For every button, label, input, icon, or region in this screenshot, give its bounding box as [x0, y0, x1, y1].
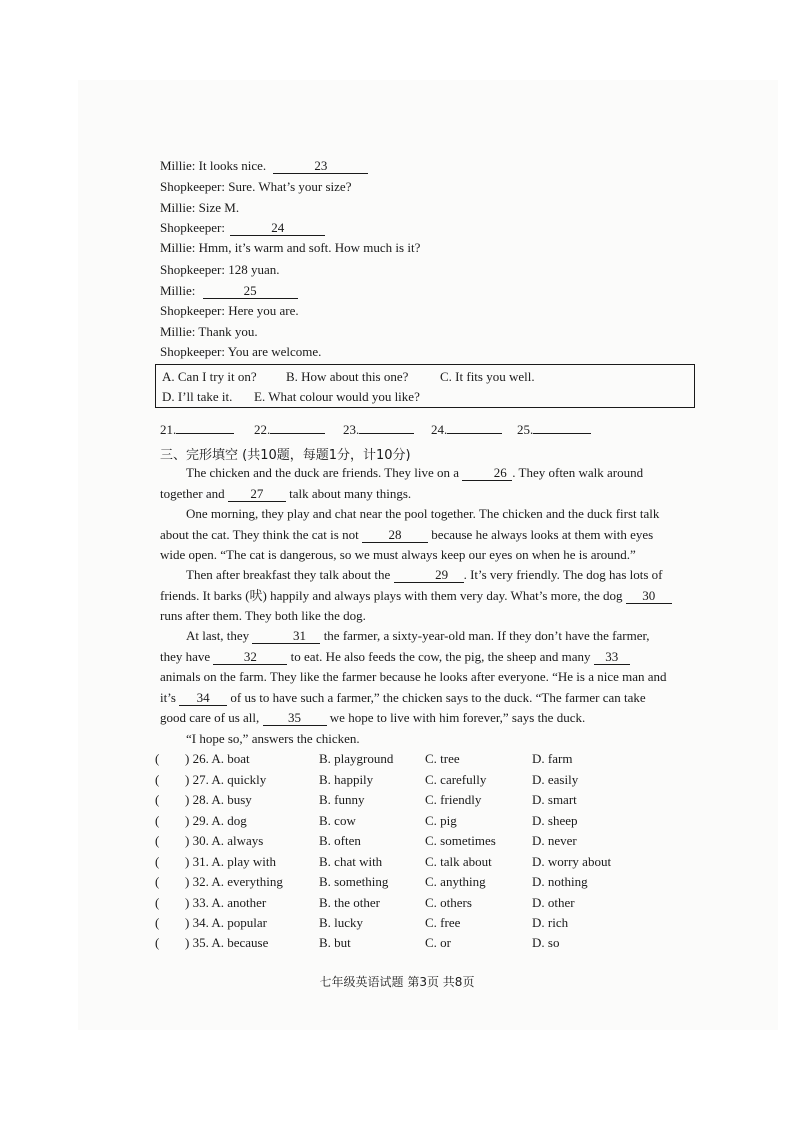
blank-31: 31	[252, 629, 320, 644]
option-d[interactable]: D. sheep	[532, 813, 578, 828]
blank-28: 28	[362, 528, 428, 543]
option-b[interactable]: B. chat with	[319, 854, 383, 869]
option-b[interactable]: B. the other	[319, 895, 381, 910]
option-c[interactable]: C. or	[425, 935, 451, 950]
dialogue-line	[160, 344, 321, 360]
option-c: C. It fits you well.	[440, 369, 535, 384]
blank-34: 34	[179, 691, 227, 706]
option-d[interactable]: D. farm	[532, 751, 573, 766]
dialogue-line	[160, 200, 239, 216]
blank-33: 33	[594, 650, 630, 665]
passage-paragraph: The chicken and the duck are friends. They live on a 26 . They often walk around together and 27 talk about many things.	[160, 465, 644, 501]
question-row: ( ) 27. A. quickly B. happily C. carefully D. easily	[155, 772, 579, 787]
speaker-label: Millie:	[160, 200, 196, 215]
blank-32: 32	[213, 650, 287, 665]
speaker-label: Shopkeeper:	[160, 344, 225, 359]
option-a[interactable]: ) 34. A. popular	[185, 915, 267, 930]
option-b[interactable]: B. often	[319, 833, 361, 848]
dialogue-text: Here you are.	[228, 303, 299, 318]
question-row: ( ) 28. A. busy B. funny C. friendly D. smart	[155, 792, 577, 807]
option-d[interactable]: D. smart	[532, 792, 577, 807]
option-c[interactable]: C. pig	[425, 813, 457, 828]
dialogue-text: It looks nice.	[198, 158, 267, 173]
question-row: ( ) 31. A. play with B. chat with C. talk about D. worry about	[155, 854, 612, 869]
question-row: ( ) 33. A. another B. the other C. others D. other	[155, 895, 575, 910]
option-d[interactable]: D. rich	[532, 915, 569, 930]
option-c[interactable]: C. carefully	[425, 772, 487, 787]
dialogue-line	[160, 179, 351, 195]
option-a[interactable]: ) 33. A. another	[185, 895, 267, 910]
dialogue-text: Size M.	[198, 200, 240, 215]
speaker-label: Millie:	[160, 240, 196, 255]
option-a[interactable]: ) 32. A. everything	[185, 874, 283, 889]
option-d[interactable]: D. worry about	[532, 854, 612, 869]
option-a[interactable]: ) 27. A. quickly	[185, 772, 267, 787]
passage-paragraph: At last, they 31 the farmer, a sixty-year-old man. If they don’t have the farmer, they have 32 to eat. He also feeds the cow, the pig, the sheep and many 33 animals on the farm. They like the farmer because he looks after everyone. “He is a nice man and it’s 34 of us to have such a farmer,” the chicken says to the duck. “The farmer can take good care of us all, 35 we hope to live with him forever,” says the duck.	[160, 628, 667, 725]
speaker-label: Shopkeeper:	[160, 303, 225, 318]
answer-slot[interactable]: 24.	[431, 422, 502, 438]
option-b[interactable]: B. funny	[319, 792, 365, 807]
option-a[interactable]: ) 35. A. because	[185, 935, 269, 950]
option-a[interactable]: ) 29. A. dog	[185, 813, 247, 828]
speaker-label: Millie:	[160, 324, 196, 339]
option-a[interactable]: ) 26. A. boat	[185, 751, 250, 766]
section-title: 三、完形填空 (共10题，每题1分，计10分)	[160, 448, 411, 463]
option-d[interactable]: D. other	[532, 895, 575, 910]
speaker-label: Millie:	[160, 158, 196, 173]
blank-27: 27	[228, 487, 286, 502]
option-c[interactable]: C. tree	[425, 751, 460, 766]
option-b[interactable]: B. lucky	[319, 915, 364, 930]
dialogue-text: You are welcome.	[227, 344, 322, 359]
dialogue-line	[160, 240, 420, 256]
dialogue-text: Sure. What’s your size?	[228, 179, 352, 194]
option-c[interactable]: C. anything	[425, 874, 486, 889]
dialogue-line	[160, 303, 299, 319]
blank-24: 24	[230, 221, 325, 236]
dialogue-line	[160, 324, 258, 340]
option-b[interactable]: B. but	[319, 935, 351, 950]
dialogue-line	[160, 158, 368, 174]
option-a: A. Can I try it on?	[162, 369, 257, 384]
option-d[interactable]: D. nothing	[532, 874, 588, 889]
question-row: ( ) 26. A. boat B. playground C. tree D. farm	[155, 751, 573, 766]
passage-paragraph: Then after breakfast they talk about the 29 . It’s very friendly. The dog has lots of friends. It barks (吠) happily and always plays with them very day. What’s more, the dog 30 runs after them. They both like the dog.	[160, 565, 698, 627]
blank-23: 23	[273, 159, 368, 174]
page-footer: 七年级英语试题 第3页 共8页	[319, 975, 475, 989]
option-d: D. I’ll take it.	[162, 389, 233, 404]
passage-paragraph: One morning, they play and chat near the pool together. The chicken and the duck first talk about the cat. They think the cat is not 28 because he always looks at them with eyes wide open. “The cat is dangerous, so we must always keep our eyes on when he is around.”	[160, 506, 660, 562]
speaker-label: Shopkeeper:	[160, 220, 225, 235]
option-c[interactable]: C. friendly	[425, 792, 482, 807]
blank-29: 29	[394, 568, 464, 583]
option-b[interactable]: B. something	[319, 874, 389, 889]
question-row: ( ) 32. A. everything B. something C. anything D. nothing	[155, 874, 588, 889]
option-c[interactable]: C. free	[425, 915, 461, 930]
option-b[interactable]: B. playground	[319, 751, 394, 766]
option-b[interactable]: B. cow	[319, 813, 356, 828]
option-c[interactable]: C. others	[425, 895, 472, 910]
answer-slot[interactable]: 22.	[254, 422, 325, 438]
option-e: E. What colour would you like?	[254, 389, 420, 404]
question-row: ( ) 35. A. because B. but C. or D. so	[155, 935, 560, 950]
blank-30: 30	[626, 589, 672, 604]
speaker-label: Millie:	[160, 283, 196, 298]
dialogue-text: 128 yuan.	[228, 262, 280, 277]
option-d[interactable]: D. so	[532, 935, 560, 950]
blank-26: 26	[462, 466, 512, 481]
speaker-label: Shopkeeper:	[160, 179, 225, 194]
answer-slot[interactable]: 25.	[517, 422, 591, 438]
dialogue-text: Thank you.	[198, 324, 258, 339]
blank-35: 35	[263, 711, 327, 726]
options-box	[155, 364, 695, 408]
dialogue-line	[160, 220, 325, 236]
option-d[interactable]: D. never	[532, 833, 577, 848]
dialogue-line	[160, 283, 298, 299]
speaker-label: Shopkeeper:	[160, 262, 225, 277]
passage-paragraph: “I hope so,” answers the chicken.	[186, 731, 360, 746]
dialogue-line	[160, 262, 280, 278]
blank-25: 25	[203, 284, 298, 299]
question-row: ( ) 29. A. dog B. cow C. pig D. sheep	[155, 813, 578, 828]
option-a[interactable]: ) 31. A. play with	[185, 854, 276, 869]
option-d[interactable]: D. easily	[532, 772, 579, 787]
option-c[interactable]: C. talk about	[425, 854, 492, 869]
answer-slot[interactable]: 21.	[160, 422, 234, 438]
answer-slot[interactable]: 23.	[343, 422, 414, 438]
option-b[interactable]: B. happily	[319, 772, 374, 787]
option-a[interactable]: ) 28. A. busy	[185, 792, 252, 807]
dialogue-text: Hmm, it’s warm and soft. How much is it?	[198, 240, 421, 255]
option-b: B. How about this one?	[286, 369, 409, 384]
option-c[interactable]: C. sometimes	[425, 833, 496, 848]
question-row: ( ) 30. A. always B. often C. sometimes D. never	[155, 833, 577, 848]
option-a[interactable]: ) 30. A. always	[185, 833, 264, 848]
question-row: ( ) 34. A. popular B. lucky C. free D. rich	[155, 915, 569, 930]
